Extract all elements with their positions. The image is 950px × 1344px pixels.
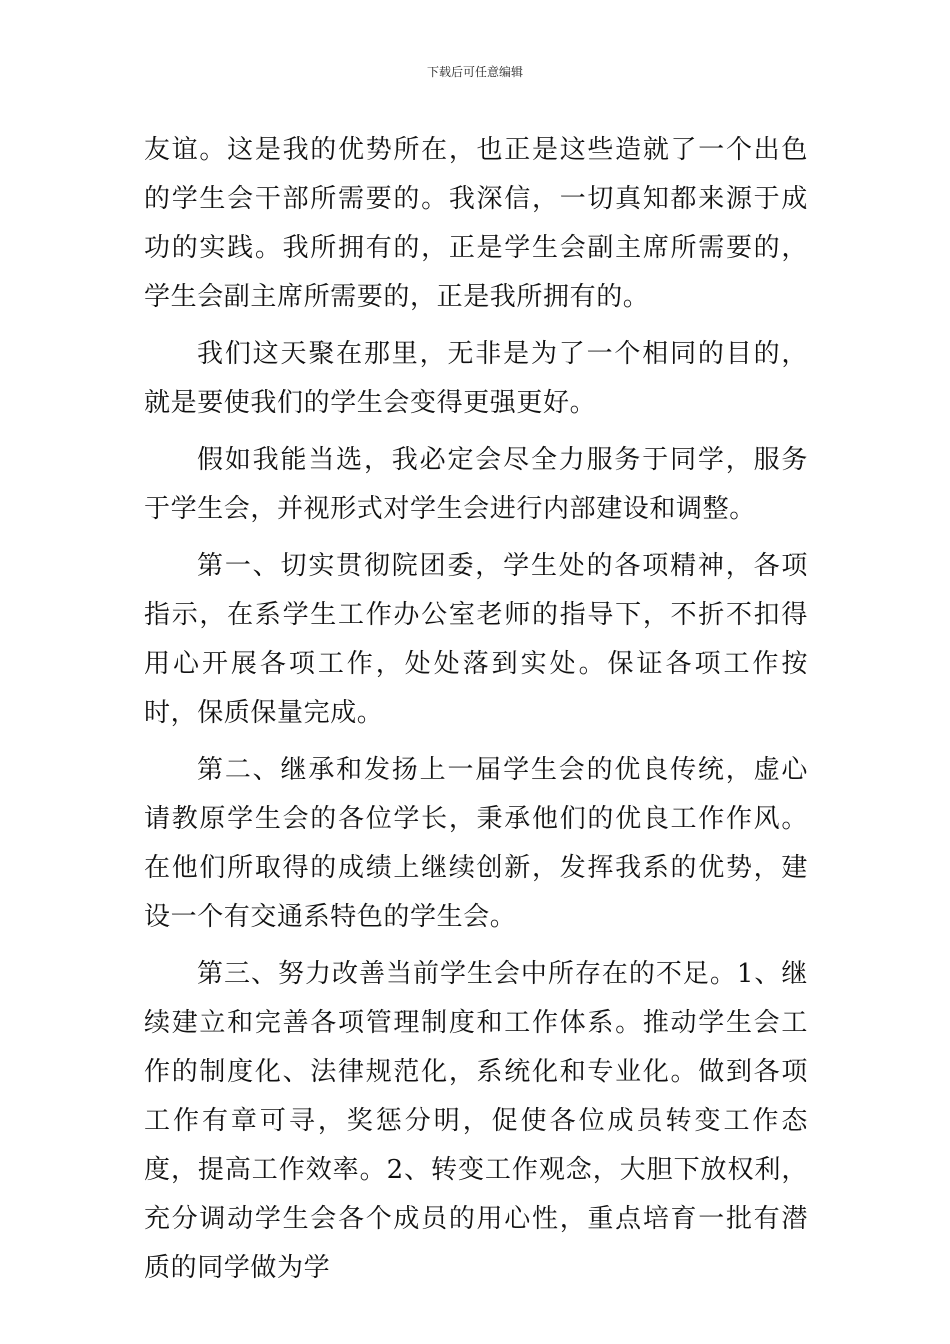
paragraph-5: 第二、继承和发扬上一届学生会的优良传统，虚心请教原学生会的各位学长，秉承他们的优良工作作风。在他们所取得的成绩上继续创新，发挥我系的优势，建设一个有交通系特色的学生会。 <box>144 755 808 932</box>
paragraph-1: 友谊。这是我的优势所在，也正是这些造就了一个出色的学生会干部所需要的。我深信，一切真知都来源于成功的实践。我所拥有的，正是学生会副主席所需要的，学生会副主席所需要的，正是我所拥有的。 <box>144 135 808 312</box>
paragraph-6: 第三、努力改善当前学生会中所存在的不足。1、继续建立和完善各项管理制度和工作体系。推动学生会工作的制度化、法律规范化，系统化和专业化。做到各项工作有章可寻，奖惩分明，促使各位成员转变工作态度，提高工作效率。2、转变工作观念，大胆下放权利，充分调动学生会各个成员的用心性，重点培育一批有潜质的同学做为学 <box>144 959 808 1283</box>
paragraph-3: 假如我能当选，我必定会尽全力服务于同学，服务于学生会，并视形式对学生会进行内部建设和调整。 <box>144 445 808 524</box>
paragraph-4: 第一、切实贯彻院团委，学生处的各项精神，各项指示，在系学生工作办公室老师的指导下，不折不扣得用心开展各项工作，处处落到实处。保证各项工作按时，保质保量完成。 <box>144 551 808 728</box>
paragraph-2: 我们这天聚在那里，无非是为了一个相同的目的，就是要使我们的学生会变得更强更好。 <box>144 339 808 418</box>
document-body <box>144 126 808 1301</box>
page-header: 下载后可任意编辑 <box>426 65 523 79</box>
